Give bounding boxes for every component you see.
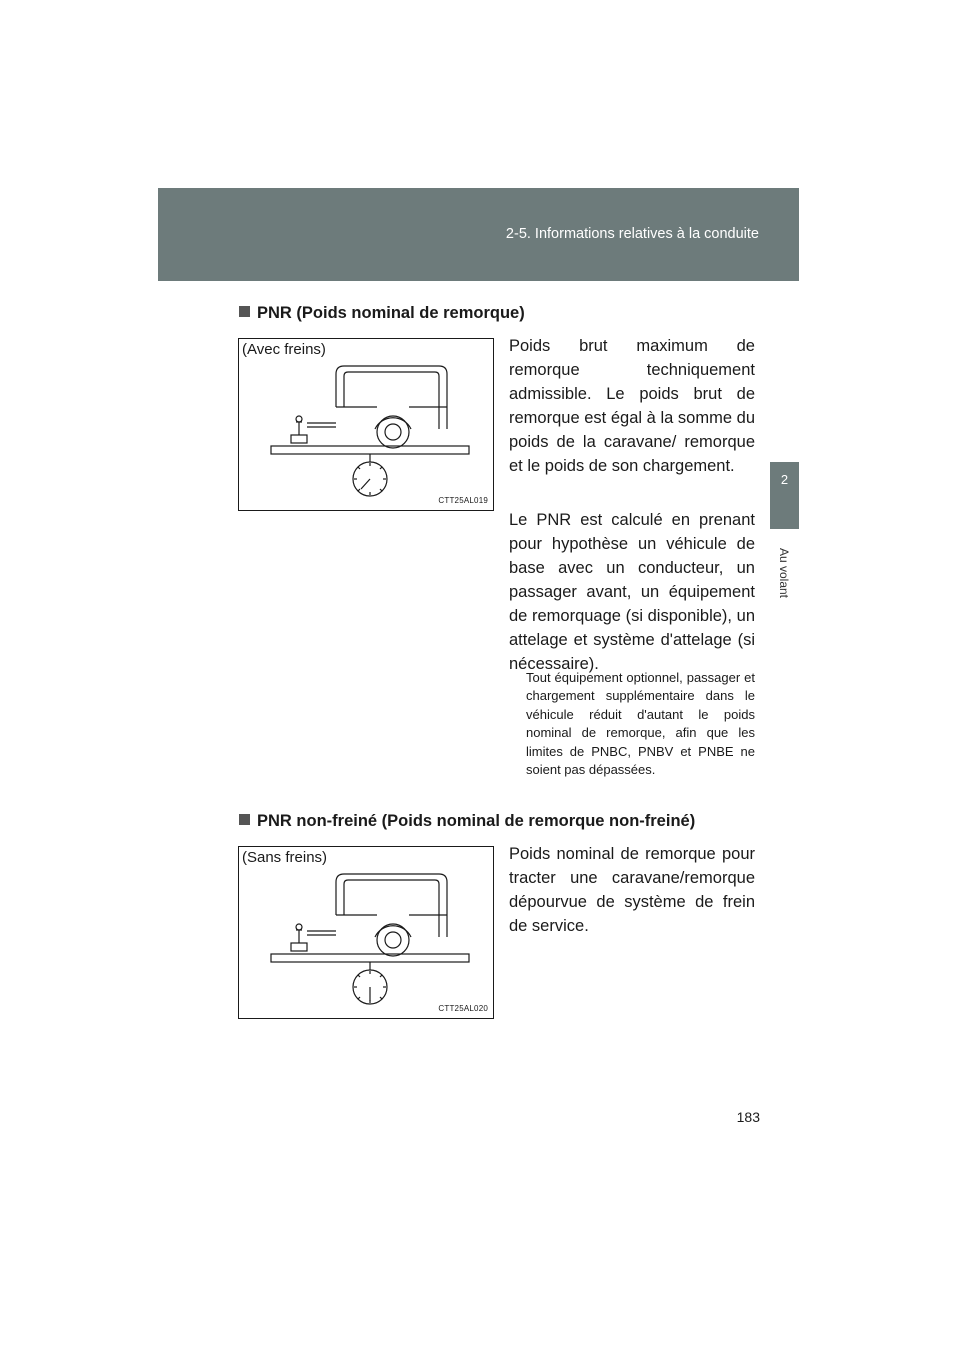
figure-caption: (Sans freins)	[242, 849, 328, 866]
header-band	[158, 188, 799, 281]
square-bullet-icon	[239, 306, 250, 317]
paragraph: Le PNR est calculé en prenant pour hypothèse un véhicule de base avec un conducteur, un passager avant, un équipement de remorquage (si disponible), un attelage et système d'attelage (si nécessaire).	[509, 511, 755, 673]
figure-with-brakes	[238, 338, 494, 511]
square-bullet-icon	[239, 814, 250, 825]
chapter-number: 2	[780, 472, 789, 487]
note-paragraph: Tout équipement optionnel, passager et chargement supplémentaire dans le véhicule réduit d'autant le poids nominal de remorque, afin que les limites de PNBC, PNBV et PNBE ne soient pas dépassées.	[526, 670, 755, 778]
figure-without-brakes	[238, 846, 494, 1019]
page-number: 183	[736, 1109, 760, 1125]
trailer-scale-illustration	[239, 847, 495, 1020]
chapter-label-wrap	[774, 540, 794, 610]
section-heading-text: PNR non-freiné (Poids nominal de remorque non-freiné)	[257, 812, 696, 830]
section-title: 2-5. Informations relatives à la conduite	[505, 226, 759, 242]
chapter-label: Au volant	[777, 547, 791, 599]
paragraph: Poids brut maximum de remorque techniquement admissible. Le poids brut de remorque est égal à la somme du poids de la caravane/ remorque et le poids de son chargement.	[509, 337, 755, 475]
figure-code: CTT25AL020	[438, 1004, 488, 1013]
section-heading-text: PNR (Poids nominal de remorque)	[257, 304, 525, 322]
trailer-scale-illustration	[239, 339, 495, 512]
section-heading-pnr-non-freine	[239, 812, 695, 831]
chapter-tab[interactable]	[770, 462, 799, 529]
figure-caption: (Avec freins)	[242, 341, 326, 358]
section-heading-pnr	[239, 304, 525, 323]
paragraph: Poids nominal de remorque pour tracter une caravane/remorque dépourvue de système de frein de service.	[509, 845, 755, 935]
figure-code: CTT25AL019	[438, 496, 488, 505]
